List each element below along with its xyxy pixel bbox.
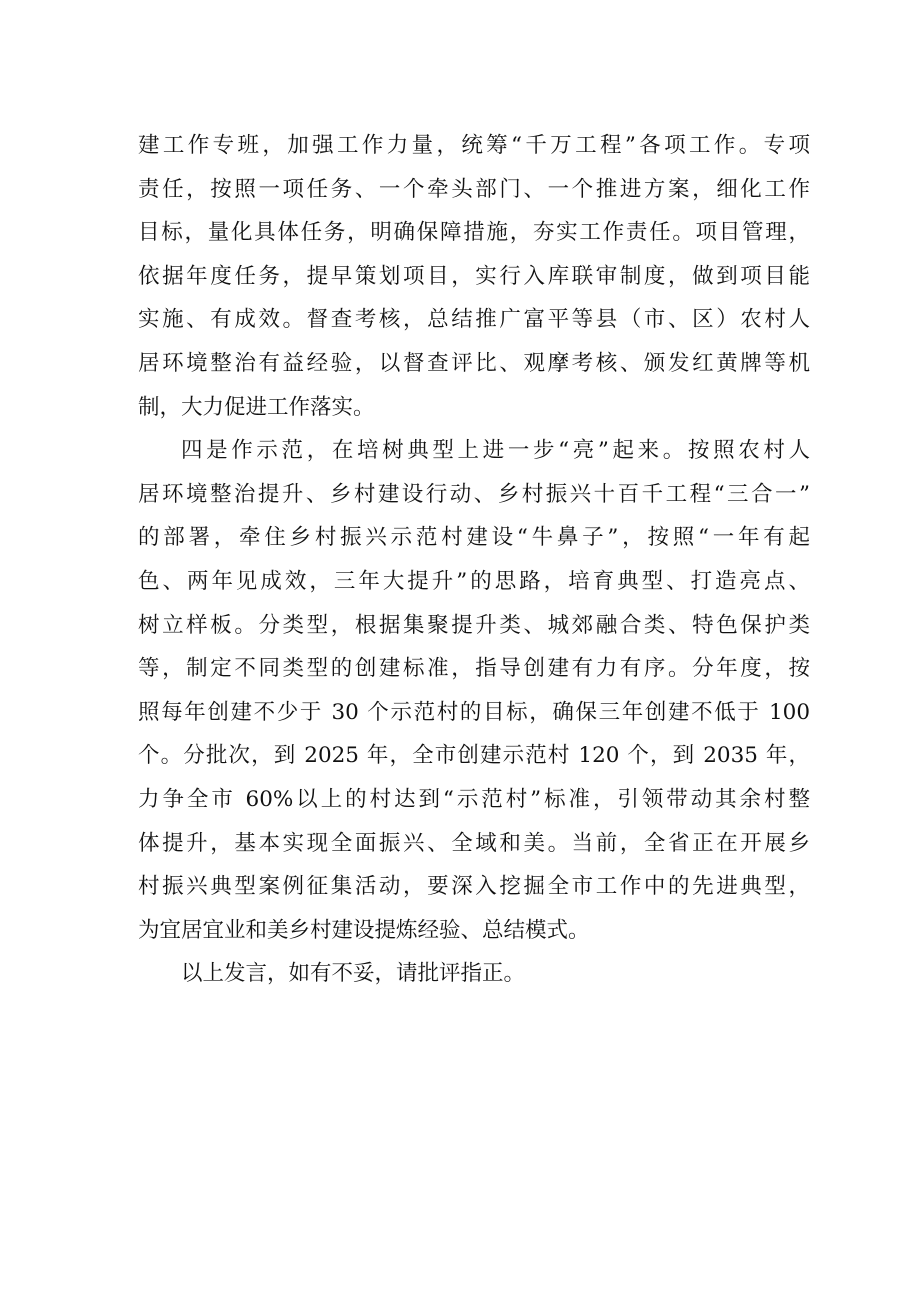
text-line: 目标，量化具体任务，明确保障措施，夯实工作责任。项目管理， [138, 220, 810, 246]
text-line: 依据年度任务，提早策划项目，实行入库联审制度，做到项目能 [138, 263, 810, 289]
text-line: 制，大力促进工作落实。 [138, 394, 375, 420]
text-line: 实施、有成效。督查考核，总结推广富平等县（市、区）农村人 [138, 307, 810, 333]
text-line: 责任，按照一项任务、一个牵头部门、一个推进方案，细化工作 [138, 176, 810, 202]
text-line: 为宜居宜业和美乡村建设提炼经验、总结模式。 [138, 917, 590, 943]
text-line: 建工作专班，加强工作力量，统筹“千万工程”各项工作。专项 [138, 133, 810, 158]
text-line: 以上发言，如有不妥，请批评指正。 [181, 961, 526, 987]
body-text [138, 124, 810, 996]
text-line: 等，制定不同类型的创建标准，指导创建有力有序。分年度，按 [138, 656, 810, 682]
text-line: 力争全市 60%以上的村达到“示范村”标准，引领带动其余村整 [138, 786, 810, 812]
text-line: 四是作示范，在培树典型上进一步“亮”起来。按照农村人 [181, 438, 810, 464]
text-line: 树立样板。分类型，根据集聚提升类、城郊融合类、特色保护类 [138, 612, 810, 638]
text-line: 个。分批次，到 2025 年，全市创建示范村 120 个，到 2035 年， [138, 743, 810, 769]
text-line: 体提升，基本实现全面振兴、全域和美。当前，全省正在开展乡 [138, 830, 810, 856]
text-line: 居环境整治有益经验，以督查评比、观摩考核、颁发红黄牌等机 [138, 350, 810, 376]
paragraph-2 [138, 429, 810, 952]
text-line: 色、两年见成效，三年大提升”的思路，培育典型、打造亮点、 [138, 568, 810, 594]
text-line: 的部署，牵住乡村振兴示范村建设“牛鼻子”，按照“一年有起 [138, 525, 810, 551]
text-line: 居环境整治提升、乡村建设行动、乡村振兴十百千工程“三合一” [138, 481, 810, 507]
paragraph-3 [138, 952, 810, 996]
text-line: 村振兴典型案例征集活动，要深入挖掘全市工作中的先进典型， [138, 874, 810, 900]
paragraph-1 [138, 124, 810, 429]
text-line: 照每年创建不少于 30 个示范村的目标，确保三年创建不低于 100 [138, 699, 810, 725]
